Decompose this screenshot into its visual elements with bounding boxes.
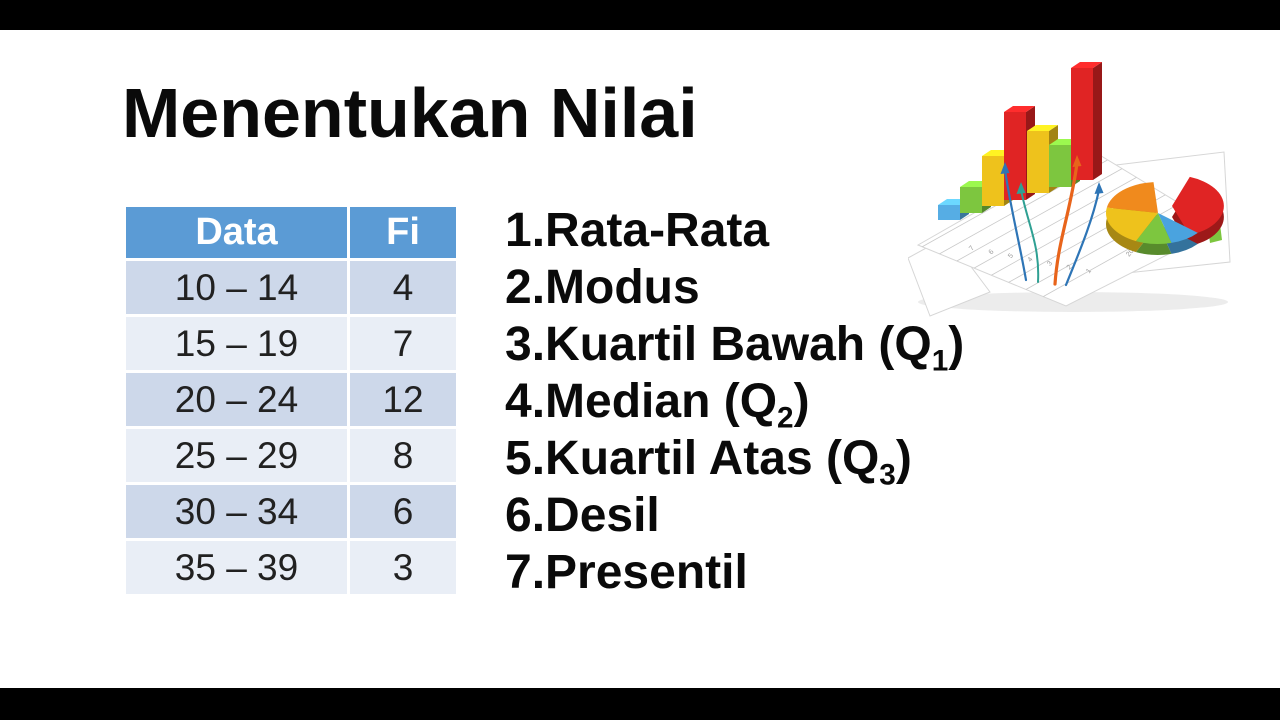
table-header-row <box>125 206 458 260</box>
table-cell: 7 <box>349 316 458 372</box>
svg-text:1: 1 <box>1085 267 1094 276</box>
table-row <box>125 372 458 428</box>
table-header-fi: Fi <box>349 206 458 260</box>
table-body <box>125 260 458 596</box>
svg-text:5: 5 <box>1007 252 1016 260</box>
list-item: 4.Median $(Q_2)$ <box>505 375 810 435</box>
table-cell: 30 – 34 <box>125 484 349 540</box>
list-item: 2.Modus <box>505 261 700 314</box>
table-row <box>125 428 458 484</box>
table-row <box>125 316 458 372</box>
slide <box>0 30 1280 688</box>
page-title: Menentukan Nilai <box>122 74 698 152</box>
frequency-table <box>123 204 459 597</box>
table-cell: 15 – 19 <box>125 316 349 372</box>
table-cell: 10 – 14 <box>125 260 349 316</box>
svg-text:2: 2 <box>1065 263 1074 272</box>
table-cell: 6 <box>349 484 458 540</box>
table-row <box>125 484 458 540</box>
list-item: 1.Rata-Rata <box>505 204 770 257</box>
letterbox-bottom <box>0 688 1280 720</box>
letterbox-top <box>0 0 1280 30</box>
svg-text:4: 4 <box>1026 256 1035 264</box>
table-cell: 4 <box>349 260 458 316</box>
table-cell: 25 – 29 <box>125 428 349 484</box>
table-cell: 12 <box>349 372 458 428</box>
list-item: 6.Desil <box>505 489 660 542</box>
list-item: 5.Kuartil Atas $(Q_3)$ <box>505 432 912 492</box>
svg-text:7: 7 <box>968 244 977 253</box>
table-cell: 20 – 24 <box>125 372 349 428</box>
table-row <box>125 540 458 596</box>
table-header-data: Data <box>125 206 349 260</box>
svg-text:6: 6 <box>987 248 996 257</box>
measures-list <box>505 202 964 601</box>
table-cell: 35 – 39 <box>125 540 349 596</box>
charts-illustration <box>908 30 1238 320</box>
list-item: 7.Presentil <box>505 546 748 599</box>
table-cell: 3 <box>349 540 458 596</box>
list-item: 3.Kuartil Bawah $(Q_1)$ <box>505 318 965 378</box>
svg-text:3: 3 <box>1046 259 1055 268</box>
table-row <box>125 260 458 316</box>
table-cell: 8 <box>349 428 458 484</box>
